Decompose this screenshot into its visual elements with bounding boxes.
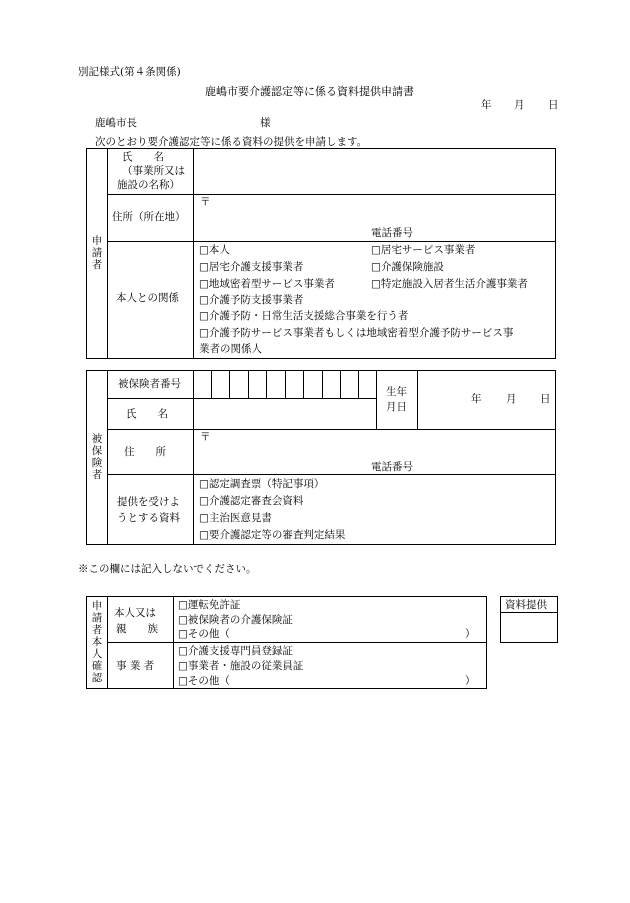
addressee-honorific: 様 bbox=[260, 117, 271, 129]
insured-name-label: 氏 名 bbox=[126, 408, 168, 420]
confirm-biz-label: 事 業 者 bbox=[116, 660, 155, 672]
office-use-note: ※この欄には記入しないでください。 bbox=[78, 563, 257, 575]
applicant-name-label-3: 施設の名称） bbox=[117, 179, 180, 191]
relation-prevention-support-checkbox[interactable]: □介護予防支援事業者 bbox=[199, 294, 304, 306]
birth-label-1: 生年 bbox=[386, 386, 407, 398]
material-survey-checkbox[interactable]: □認定調査票（特記事項） bbox=[199, 478, 325, 490]
relation-prevention-service-checkbox[interactable]: □介護予防サービス事業者もしくは地域密着型介護予防サービス事 bbox=[199, 327, 514, 339]
insured-number-label: 被保険者番号 bbox=[118, 378, 181, 390]
applicant-name-field[interactable] bbox=[198, 150, 552, 192]
relation-general-project-checkbox[interactable]: □介護予防・日常生活支援総合事業を行う者 bbox=[199, 310, 409, 322]
relation-care-support-checkbox[interactable]: □居宅介護支援事業者 bbox=[199, 261, 304, 273]
form-number: 別記様式(第４条関係) bbox=[78, 66, 181, 78]
applicant-address-label: 住所（所在地） bbox=[112, 211, 186, 223]
relation-specified-facility-checkbox[interactable]: □特定施設入居者生活介護事業者 bbox=[371, 278, 528, 290]
applicant-name-label-2: （事業所又は bbox=[122, 165, 185, 177]
date-month: 月 bbox=[514, 99, 525, 111]
birth-year: 年 bbox=[471, 393, 482, 405]
confirm-section-label: 申 請 者 本 人 確 認 bbox=[91, 600, 103, 684]
insured-address-label: 住 所 bbox=[124, 446, 166, 458]
relation-facility-checkbox[interactable]: □介護保険施設 bbox=[371, 261, 444, 273]
material-result-checkbox[interactable]: □要介護認定等の審査判定結果 bbox=[199, 529, 346, 541]
relation-community-checkbox[interactable]: □地域密着型サービス事業者 bbox=[199, 278, 335, 290]
addressee-name: 鹿嶋市長 bbox=[95, 117, 137, 129]
applicant-phone-label: 電話番号 bbox=[371, 227, 413, 239]
applicant-section-label: 申 請 者 bbox=[91, 235, 103, 271]
confirm-self-other-close: ） bbox=[465, 628, 476, 640]
date-year: 年 bbox=[481, 99, 492, 111]
material-committee-checkbox[interactable]: □介護認定審査会資料 bbox=[199, 495, 304, 507]
provide-label: 資料提供 bbox=[505, 599, 547, 611]
insured-address-field[interactable] bbox=[212, 431, 552, 459]
insured-phone-label: 電話番号 bbox=[371, 461, 413, 473]
birth-day: 日 bbox=[540, 393, 551, 405]
insured-postal-mark: 〒 bbox=[200, 431, 211, 443]
relation-self-checkbox[interactable]: □本人 bbox=[199, 244, 230, 256]
page-title: 鹿嶋市要介護認定等に係る資料提供申請書 bbox=[205, 85, 414, 98]
relation-label: 本人との関係 bbox=[116, 292, 179, 304]
confirm-self-label-1: 本人又は bbox=[114, 607, 156, 619]
applicant-postal-mark: 〒 bbox=[200, 196, 211, 208]
confirm-self-label-2: 親 族 bbox=[116, 623, 158, 635]
insured-section-label: 被 保 険 者 bbox=[91, 433, 103, 481]
relation-prevention-service-cont: 業者の関係人 bbox=[199, 343, 262, 355]
confirm-license-checkbox[interactable]: □運転免許証 bbox=[178, 599, 241, 611]
intro-text: 次のとおり要介護認定等に係る資料の提供を申請します。 bbox=[95, 136, 368, 148]
confirm-insurance-card-checkbox[interactable]: □被保険者の介護保険証 bbox=[178, 614, 293, 626]
date-day: 日 bbox=[548, 99, 559, 111]
birth-month: 月 bbox=[506, 393, 517, 405]
materials-label-1: 提供を受けよ bbox=[117, 496, 180, 508]
insured-name-field[interactable] bbox=[195, 400, 375, 428]
confirm-care-manager-checkbox[interactable]: □介護支援専門員登録証 bbox=[178, 645, 293, 657]
confirm-self-other-checkbox[interactable]: □その他（ bbox=[178, 628, 230, 640]
material-doctor-checkbox[interactable]: □主治医意見書 bbox=[199, 512, 272, 524]
applicant-address-field[interactable] bbox=[212, 196, 552, 226]
confirm-biz-other-close: ） bbox=[465, 675, 476, 687]
insured-number-field[interactable] bbox=[195, 372, 375, 397]
applicant-name-label: 氏 名 bbox=[122, 151, 164, 163]
confirm-biz-other-checkbox[interactable]: □その他（ bbox=[178, 675, 230, 687]
birth-label-2: 月日 bbox=[386, 401, 407, 413]
materials-label-2: うとする資料 bbox=[117, 512, 180, 524]
relation-home-service-checkbox[interactable]: □居宅サービス事業者 bbox=[371, 244, 476, 256]
confirm-employee-id-checkbox[interactable]: □事業者・施設の従業員証 bbox=[178, 660, 304, 672]
